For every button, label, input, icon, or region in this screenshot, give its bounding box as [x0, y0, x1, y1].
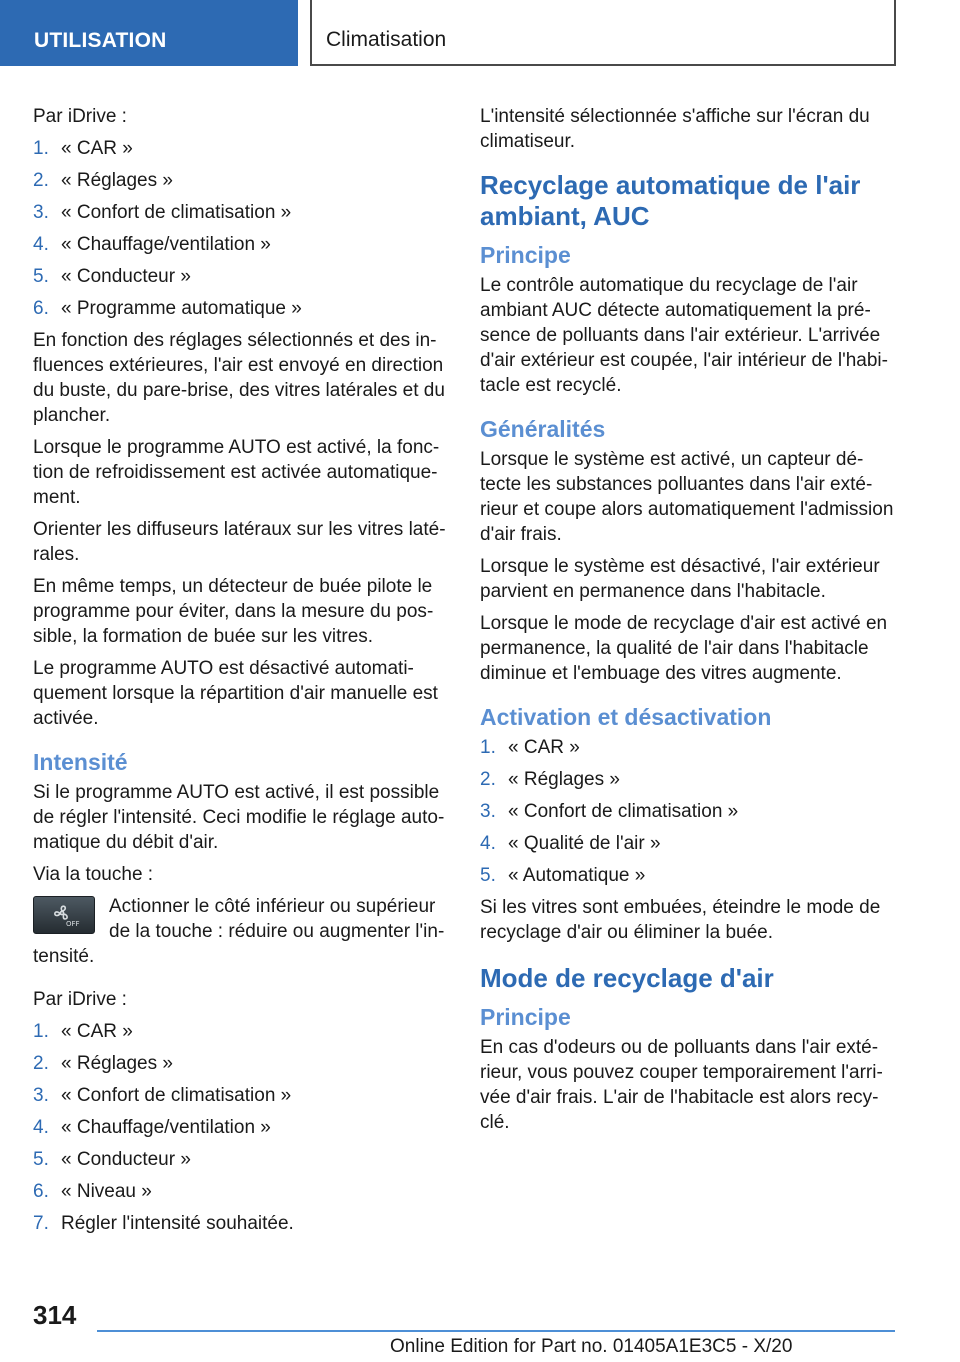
- step-number: 3.: [480, 801, 496, 822]
- heading-principe: Principe: [480, 242, 571, 268]
- step-number: 5.: [480, 865, 496, 886]
- list-item: [33, 1147, 447, 1172]
- fan-glyph: [52, 905, 78, 927]
- heading-auc: Recyclage automatique de l'air ambiant, AUC: [480, 170, 861, 231]
- step-number: 7.: [33, 1213, 49, 1234]
- chapter-tab: [310, 0, 896, 66]
- step-number: 3.: [33, 1085, 49, 1106]
- step-text: « Confort de climatisation »: [61, 202, 292, 223]
- section-title: UTILISATION: [34, 29, 167, 52]
- step-number: 2.: [480, 769, 496, 790]
- step-number: 2.: [33, 1053, 49, 1074]
- list-item: [33, 1179, 447, 1204]
- left-column: [33, 104, 447, 1243]
- list-item: [33, 1019, 447, 1044]
- step-text: « Confort de climatisation »: [61, 1085, 292, 1106]
- step-number: 2.: [33, 170, 49, 191]
- off-label: OFF: [66, 920, 80, 928]
- list-item: [33, 1083, 447, 1108]
- step-text: « Automatique »: [508, 865, 646, 886]
- step-number: 6.: [33, 1181, 49, 1202]
- list-item: [33, 264, 447, 289]
- steps-list-auc: [480, 735, 894, 888]
- step-text: « Conducteur »: [61, 1149, 191, 1170]
- step-number: 1.: [33, 138, 49, 159]
- paragraph: Orienter les diffuseurs latéraux sur les vitres latérales.: [33, 519, 446, 565]
- idrive-intro: Par iDrive :: [33, 989, 127, 1010]
- heading-principe: Principe: [480, 1004, 571, 1030]
- heading-activation: Activation et désactivation: [480, 704, 772, 730]
- paragraph: En fonction des réglages sélectionnés et des influences extérieures, l'air est envoyé en direction du buste, du pare-brise, des vitres latérales et du plancher.: [33, 330, 445, 426]
- step-text: « Réglages »: [508, 769, 620, 790]
- list-item: [33, 296, 447, 321]
- list-item: [480, 831, 894, 856]
- page-number: 314: [33, 1300, 77, 1330]
- step-number: 6.: [33, 298, 49, 319]
- list-item: [480, 799, 894, 824]
- step-number: 4.: [33, 1117, 49, 1138]
- fan-off-button-icon: [33, 896, 95, 934]
- heading-intensite: Intensité: [33, 749, 128, 775]
- paragraph: Via la touche :: [33, 864, 154, 885]
- step-text: « Confort de climatisation »: [508, 801, 739, 822]
- step-number: 3.: [33, 202, 49, 223]
- paragraph: Lorsque le programme AUTO est activé, la fonction de refroidissement est activée automatiquement.: [33, 437, 440, 508]
- page-header: [0, 0, 960, 66]
- list-item: [33, 232, 447, 257]
- step-text: « Conducteur »: [61, 266, 191, 287]
- step-text: « CAR »: [61, 138, 133, 159]
- paragraph: En même temps, un détecteur de buée pilote le programme pour éviter, dans la mesure du possible, la formation de buée sur les vitres.: [33, 576, 434, 647]
- list-item: [480, 735, 894, 760]
- list-item: [33, 200, 447, 225]
- edition-note: Online Edition for Part no. 01405A1E3C5 - X/20: [390, 1336, 793, 1357]
- paragraph: En cas d'odeurs ou de polluants dans l'air extérieur, vous pouvez couper temporairement l'arrivée d'air frais. L'air de l'habitacle est alors recyclé.: [480, 1037, 883, 1133]
- step-number: 5.: [33, 1149, 49, 1170]
- step-text: « CAR »: [61, 1021, 133, 1042]
- step-text: « Réglages »: [61, 1053, 173, 1074]
- list-item: [33, 1051, 447, 1076]
- button-instruction-text: Actionner le côté inférieur ou supérieur de la touche : réduire ou augmenter l'intensité.: [33, 896, 445, 967]
- step-number: 4.: [480, 833, 496, 854]
- steps-list-program: [33, 136, 447, 321]
- paragraph: Le programme AUTO est désactivé automatiquement lorsque la répartition d'air manuelle est activée.: [33, 658, 438, 729]
- step-text: « Réglages »: [61, 170, 173, 191]
- step-number: 1.: [33, 1021, 49, 1042]
- section-tab: [0, 0, 298, 66]
- step-number: 5.: [33, 266, 49, 287]
- paragraph: Si les vitres sont embuées, éteindre le mode de recyclage d'air ou éliminer la buée.: [480, 897, 881, 943]
- heading-mode-recyclage: Mode de recyclage d'air: [480, 963, 774, 993]
- step-text: « Niveau »: [61, 1181, 152, 1202]
- list-item: [33, 1115, 447, 1140]
- step-number: 1.: [480, 737, 496, 758]
- paragraph: Le contrôle automatique du recyclage de l'air ambiant AUC détecte automatiquement la présence de polluants dans l'air extérieur. L'arrivée d'air extérieur est coupée, l'air intérieur de l'habitacle est recyclé.: [480, 275, 888, 396]
- step-text: « Programme automatique »: [61, 298, 302, 319]
- step-text: Régler l'intensité souhaitée.: [61, 1213, 294, 1234]
- paragraph: Lorsque le mode de recyclage d'air est activé en permanence, la qualité de l'air dans l'habitacle diminue et l'embuage des vitres augmente.: [480, 613, 888, 684]
- chapter-title: Climatisation: [326, 28, 447, 51]
- step-text: « Qualité de l'air »: [508, 833, 661, 854]
- steps-list-intensity: [33, 1019, 447, 1236]
- footer-divider: [97, 1330, 895, 1332]
- step-text: « Chauffage/ventilation »: [61, 1117, 271, 1138]
- list-item: [33, 136, 447, 161]
- list-item: [480, 767, 894, 792]
- paragraph: Lorsque le système est activé, un capteur détecte les substances polluantes dans l'air extérieur et coupe alors automatiquement l'admission d'air frais.: [480, 449, 894, 545]
- button-instruction: [33, 894, 447, 969]
- step-text: « CAR »: [508, 737, 580, 758]
- list-item: [33, 1211, 447, 1236]
- step-number: 4.: [33, 234, 49, 255]
- paragraph: L'intensité sélectionnée s'affiche sur l'écran du climatiseur.: [480, 106, 870, 152]
- idrive-intro: Par iDrive :: [33, 106, 127, 127]
- paragraph: Lorsque le système est désactivé, l'air extérieur parvient en permanence dans l'habitacle.: [480, 556, 880, 602]
- list-item: [33, 168, 447, 193]
- right-column: [480, 104, 894, 1142]
- heading-generalites: Généralités: [480, 416, 606, 442]
- paragraph: Si le programme AUTO est activé, il est possible de régler l'intensité. Ceci modifie le réglage automatique du débit d'air.: [33, 782, 445, 853]
- list-item: [480, 863, 894, 888]
- step-text: « Chauffage/ventilation »: [61, 234, 271, 255]
